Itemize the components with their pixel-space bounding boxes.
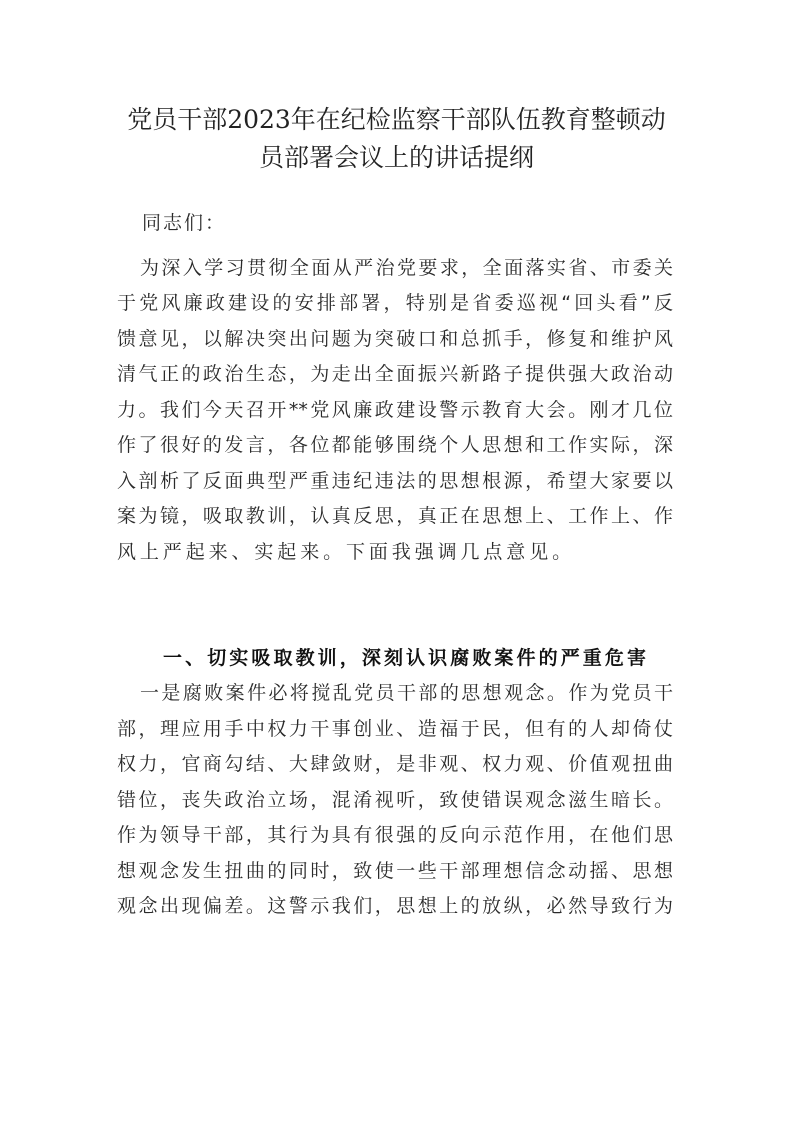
section-line: 错位，丧失政治立场，混淆视听，致使错误观念滋生暗长。 bbox=[117, 789, 673, 811]
section-line: 观念出现偏差。这警示我们，思想上的放纵，必然导致行为 bbox=[117, 895, 673, 917]
intro-line: 作了很好的发言，各位都能够围绕个人思想和工作实际，深 bbox=[117, 434, 673, 456]
intro-line: 案为镜，吸取教训，认真反思，真正在思想上、工作上、作 bbox=[117, 505, 673, 527]
intro-line: 入剖析了反面典型严重违纪违法的思想根源，希望大家要以 bbox=[117, 470, 673, 492]
intro-line: 风上严起来、实起来。下面我强调几点意见。 bbox=[117, 541, 576, 563]
section-line: 权力，官商勾结、大肆敛财，是非观、权力观、价值观扭曲 bbox=[117, 753, 673, 775]
intro-line: 馈意见，以解决突出问题为突破口和总抓手，修复和维护风 bbox=[117, 328, 673, 350]
document-title-line-1: 党员干部2023年在纪检监察干部队伍教育整顿动 bbox=[127, 105, 666, 134]
intro-line: 力。我们今天召开**党风廉政建设警示教育大会。刚才几位 bbox=[117, 399, 673, 421]
intro-line: 于党风廉政建设的安排部署，特别是省委巡视“回头看”反 bbox=[117, 292, 673, 314]
section-line: 作为领导干部，其行为具有很强的反向示范作用，在他们思 bbox=[117, 824, 673, 846]
section-line: 想观念发生扭曲的同时，致使一些干部理想信念动摇、思想 bbox=[117, 860, 673, 882]
section-line: 部，理应用手中权力干事创业、造福于民，但有的人却倚仗 bbox=[117, 718, 673, 740]
intro-line: 为深入学习贯彻全面从严治党要求，全面落实省、市委关 bbox=[140, 257, 673, 279]
section-line: 一是腐败案件必将搅乱党员干部的思想观念。作为党员干 bbox=[140, 682, 673, 704]
section-heading: 一、切实吸取教训，深刻认识腐败案件的严重危害 bbox=[163, 647, 646, 669]
salutation: 同志们： bbox=[142, 212, 227, 234]
document-title-line-2: 员部署会议上的讲话提纲 bbox=[258, 143, 534, 172]
intro-line: 清气正的政治生态，为走出全面振兴新路子提供强大政治动 bbox=[117, 363, 673, 385]
